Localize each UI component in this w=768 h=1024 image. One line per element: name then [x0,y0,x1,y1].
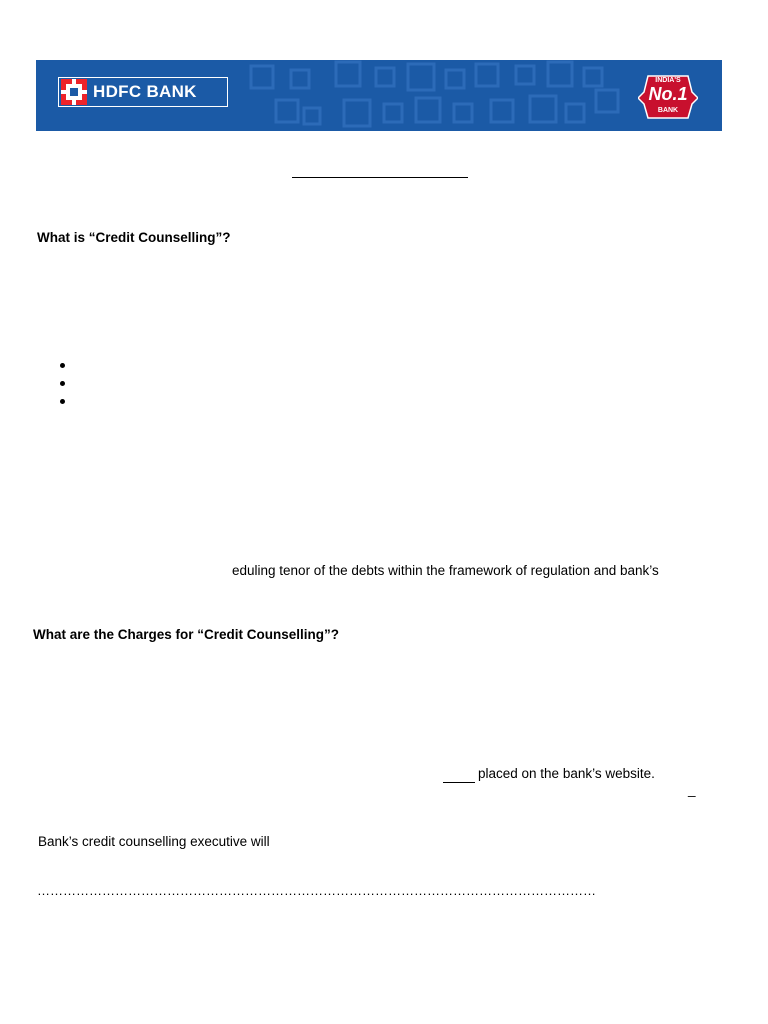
credit-counselling-heading: What is “Credit Counselling”? [37,230,231,245]
bullet-point [60,363,65,368]
bank-name: HDFC BANK [93,82,197,101]
blank-fill-line [443,782,475,783]
title-underline [292,177,468,178]
badge-number: No.1 [648,84,688,104]
no1-bank-badge [638,72,698,120]
charges-heading: What are the Charges for “Credit Counselling”? [33,627,340,642]
header-banner [36,60,722,131]
hdfc-logo-icon [61,79,87,105]
executive-text: Bank’s credit counselling executive will [38,834,270,849]
badge-bottom-text: BANK [657,107,679,114]
hdfc-logo [58,77,228,107]
dash-mark: _ [688,782,696,797]
rescheduling-text-fragment: eduling tenor of the debts within the framework of regulation and bank’s [232,563,659,578]
badge-top-text: INDIA'S [655,77,681,84]
bullet-point [60,399,65,404]
dotted-fill-line: ………………………………………………………………………………………………………………… [37,883,596,898]
bullet-point [60,381,65,386]
website-text-fragment: placed on the bank’s website. [478,766,655,781]
